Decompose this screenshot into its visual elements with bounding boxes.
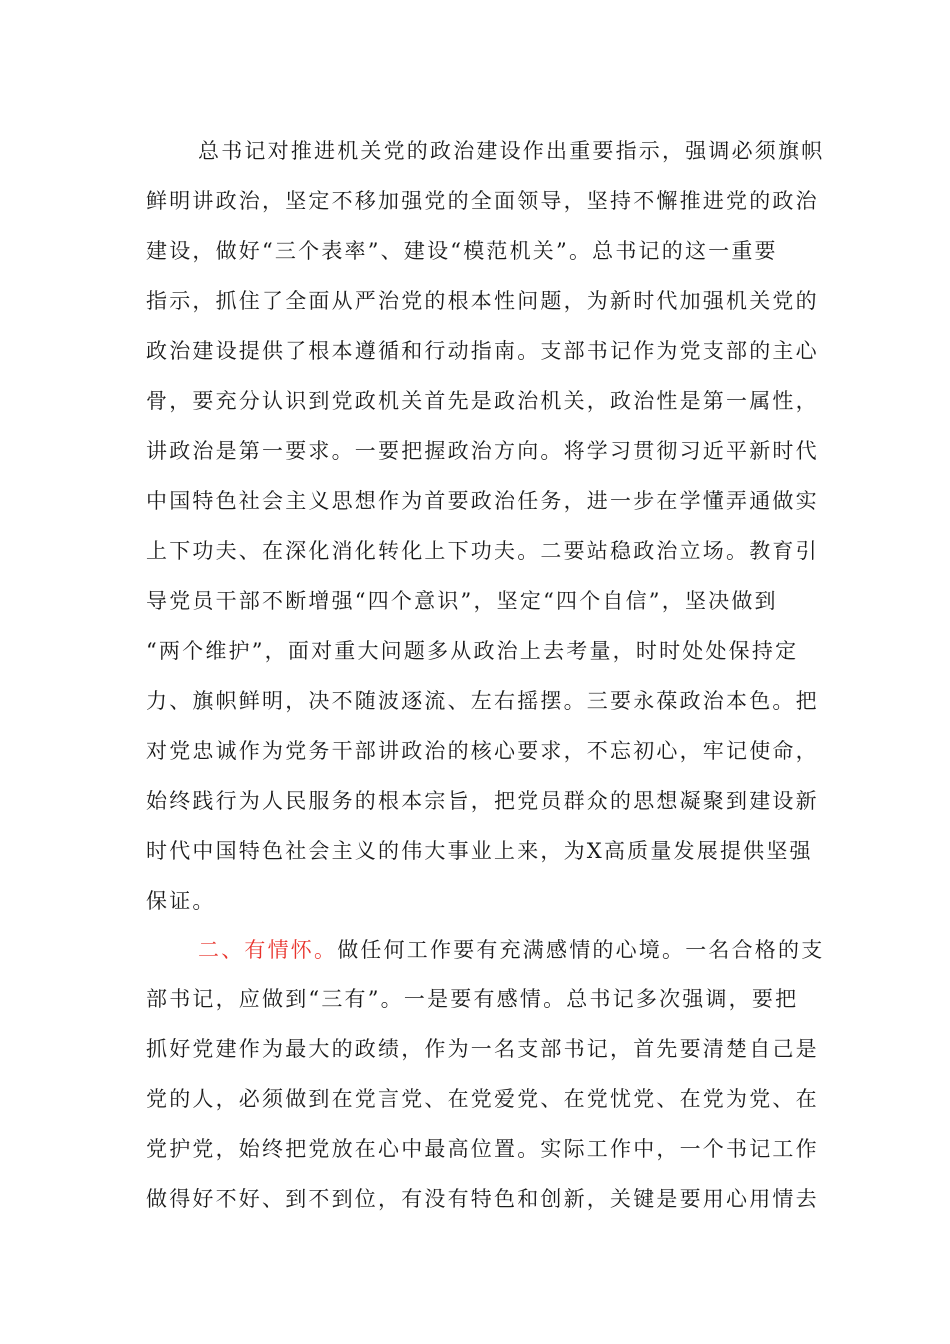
paragraph-2-line-1-rest: 做任何工作要有充满感情的心境。一名合格的支 bbox=[337, 938, 825, 962]
paragraph-2-line-3: 抓好党建作为最大的政绩，作为一名支部书记，首先要清楚自己是 bbox=[146, 1037, 819, 1061]
paragraph-1-line-6: 骨，要充分认识到党政机关首先是政治机关，政治性是第一属性， bbox=[146, 389, 819, 413]
paragraph-1-line-14: 始终践行为人民服务的根本宗旨，把党员群众的思想凝聚到建设新 bbox=[146, 789, 819, 813]
paragraph-1-line-10: 导党员干部不断增强“四个意识”，坚定“四个自信”，坚决做到 bbox=[146, 589, 778, 613]
paragraph-1-line-2: 鲜明讲政治，坚定不移加强党的全面领导，坚持不懈推进党的政治 bbox=[146, 189, 819, 213]
paragraph-2-line-6: 做得好不好、到不到位，有没有特色和创新，关键是要用心用情去 bbox=[146, 1187, 819, 1211]
paragraph-1-line-13: 对党忠诚作为党务干部讲政治的核心要求，不忘初心，牢记使命， bbox=[146, 739, 819, 763]
paragraph-1-line-7: 讲政治是第一要求。一要把握政治方向。将学习贯彻习近平新时代 bbox=[146, 439, 819, 463]
paragraph-1-line-8: 中国特色社会主义思想作为首要政治任务，进一步在学懂弄通做实 bbox=[146, 489, 819, 513]
paragraph-2-line-5: 党护党，始终把党放在心中最高位置。实际工作中，一个书记工作 bbox=[146, 1137, 819, 1161]
paragraph-1-line-4: 指示，抓住了全面从严治党的根本性问题，为新时代加强机关党的 bbox=[146, 289, 819, 313]
paragraph-1-line-1: 总书记对推进机关党的政治建设作出重要指示，强调必须旗帜 bbox=[198, 139, 825, 163]
paragraph-1-line-5: 政治建设提供了根本遵循和行动指南。支部书记作为党支部的主心 bbox=[146, 339, 819, 363]
paragraph-2-line-4: 党的人，必须做到在党言党、在党爱党、在党忧党、在党为党、在 bbox=[146, 1087, 819, 1111]
paragraph-1-line-15: 时代中国特色社会主义的伟大事业上来，为X高质量发展提供坚强 bbox=[146, 839, 813, 863]
paragraph-1-line-16: 保证。 bbox=[146, 889, 216, 913]
paragraph-2-line-1 bbox=[198, 935, 824, 965]
paragraph-2-line-2: 部书记，应做到“三有”。一是要有感情。总书记多次强调，要把 bbox=[146, 987, 799, 1011]
paragraph-1-line-12: 力、旗帜鲜明，决不随波逐流、左右摇摆。三要永葆政治本色。把 bbox=[146, 689, 819, 713]
paragraph-1-line-11: “两个维护”，面对重大问题多从政治上去考量，时时处处保持定 bbox=[146, 639, 799, 663]
section-heading: 二、有情怀。 bbox=[198, 938, 338, 962]
paragraph-1-line-9: 上下功夫、在深化消化转化上下功夫。二要站稳政治立场。教育引 bbox=[146, 539, 819, 563]
paragraph-1-line-3: 建设，做好“三个表率”、建设“模范机关”。总书记的这一重要 bbox=[146, 239, 778, 263]
